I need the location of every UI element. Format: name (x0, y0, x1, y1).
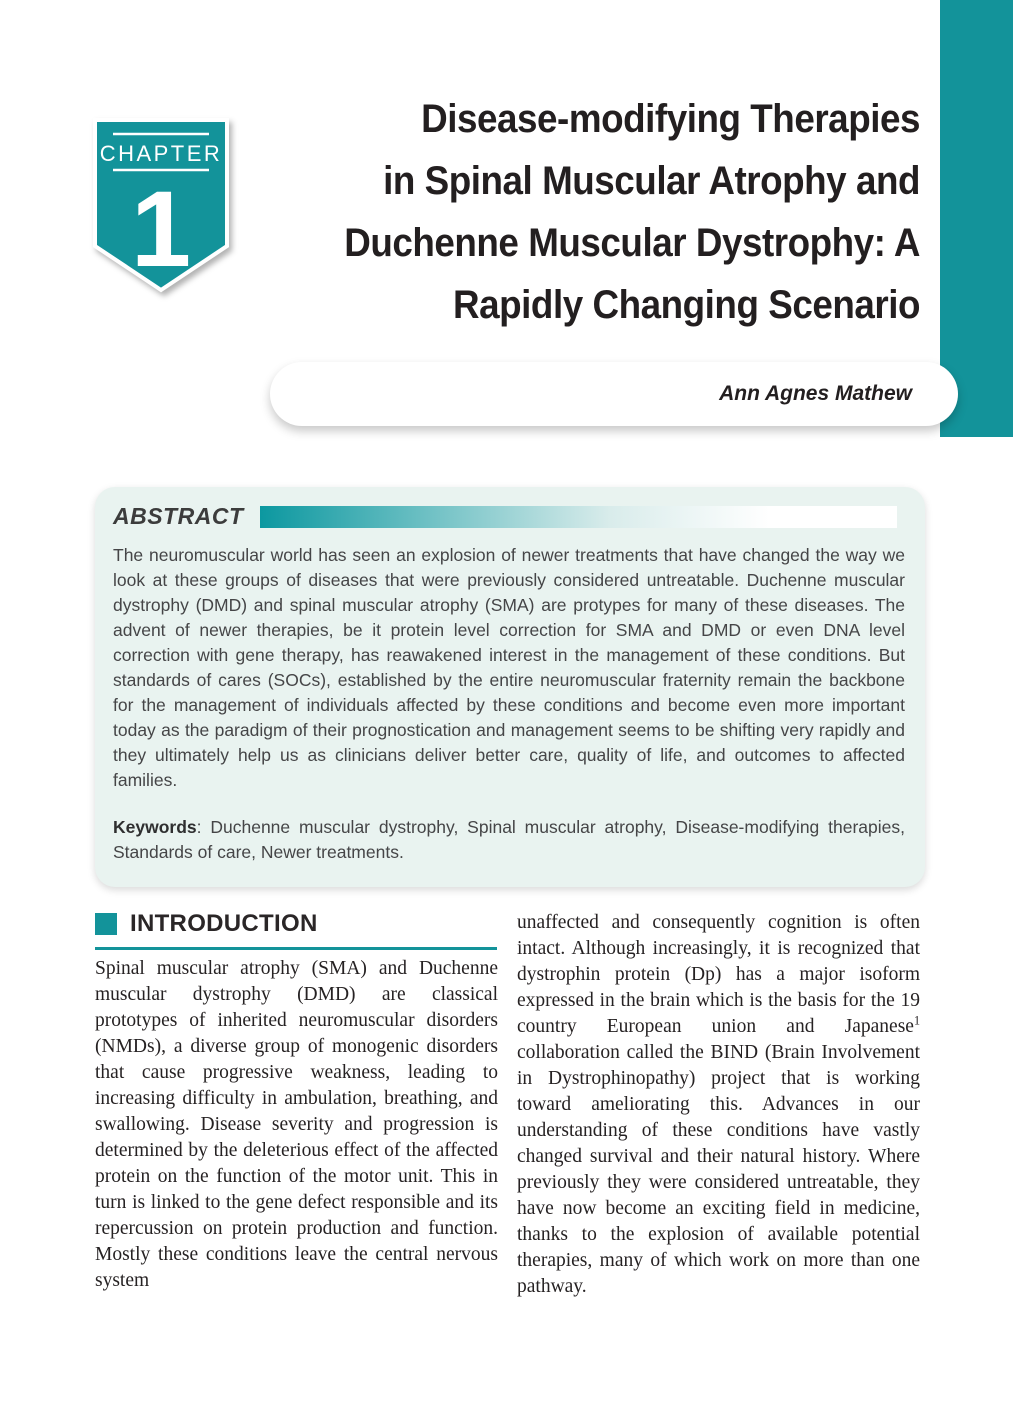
chapter-title (313, 88, 920, 336)
chapter-title-line: Disease-modifying Therapies (421, 97, 920, 141)
abstract-gradient-bar (260, 506, 898, 528)
chapter-badge (92, 118, 230, 300)
introduction-heading-block (95, 910, 497, 950)
chapter-title-line: in Spinal Muscular Atrophy and (383, 159, 920, 203)
abstract-heading: ABSTRACT (113, 503, 244, 529)
page-edge-band (940, 0, 1013, 437)
chapter-title-line: Rapidly Changing Scenario (453, 283, 920, 327)
section-bullet-square (95, 913, 117, 935)
abstract-keywords (113, 815, 905, 865)
chapter-title-line: Duchenne Muscular Dystrophy: A (344, 221, 920, 265)
author-name: Ann Agnes Mathew (719, 382, 912, 405)
author-bar (270, 362, 958, 426)
right-column-text: collaboration called the BIND (Brain Involvement in Dystrophinopathy) project that is working toward ameliorating this. Advances in our understanding of these conditions have vastly changed survival and their natural history. Where previously they were considered untreatable, they have now become an exciting field in medicine, thanks to the explosion of available potential therapies, many of which work on more than one pathway. (517, 1042, 920, 1297)
chapter-number: 1 (130, 168, 192, 289)
introduction-left-column: Spinal muscular atrophy (SMA) and Duchenne muscular dystrophy (DMD) are classical prototypes of inherited neuromuscular disorders (NMDs), a diverse group of monogenic disorders that cause progressive weakness, leading to increasing difficulty in ambulation, breathing, and swallowing. Disease severity and progression is determined by the deleterious effect of the affected protein on the function of the motor unit. This in turn is linked to the gene defect responsible and its repercussion on protein production and function. Mostly these conditions leave the central nervous system (95, 958, 498, 1291)
abstract-body: The neuromuscular world has seen an explosion of newer treatments that have changed the way we look at these groups of diseases that were previously considered untreatable. Duchenne muscular dystrophy (DMD) and spinal muscular atrophy (SMA) are protypes for many of these diseases. The advent of newer therapies, be it protein level correction for SMA and DMD or even DNA level correction with gene therapy, has reawakened interest in the management of these conditions. But standards of cares (SOCs), established by the entire neuromuscular fraternity remain the backbone for the management of individuals affected by these conditions and become even more important today as the paradigm of their prognostication and management seems to be shifting very rapidly and they ultimately help us as clinicians deliver better care, quality of life, and outcomes to affected families. (113, 545, 905, 790)
keywords-text: : Duchenne muscular dystrophy, Spinal muscular atrophy, Disease-modifying therapies, Standards of care, Newer treatments. (113, 817, 905, 862)
abstract-header (113, 503, 905, 530)
introduction-underline-rule (95, 947, 497, 950)
keywords-label: Keywords (113, 817, 197, 837)
chapter-badge-label: CHAPTER (99, 141, 223, 166)
abstract-section (95, 487, 925, 887)
right-column-text: unaffected and consequently cognition is often intact. Although increasingly, it is recognized that dystrophin protein (Dp) has a major isoform expressed in the brain which is the basis for the 19 country European union and Japanese (517, 912, 920, 1037)
citation-superscript: 1 (913, 1013, 920, 1028)
introduction-right-column (517, 910, 920, 1300)
introduction-heading: INTRODUCTION (130, 910, 318, 937)
